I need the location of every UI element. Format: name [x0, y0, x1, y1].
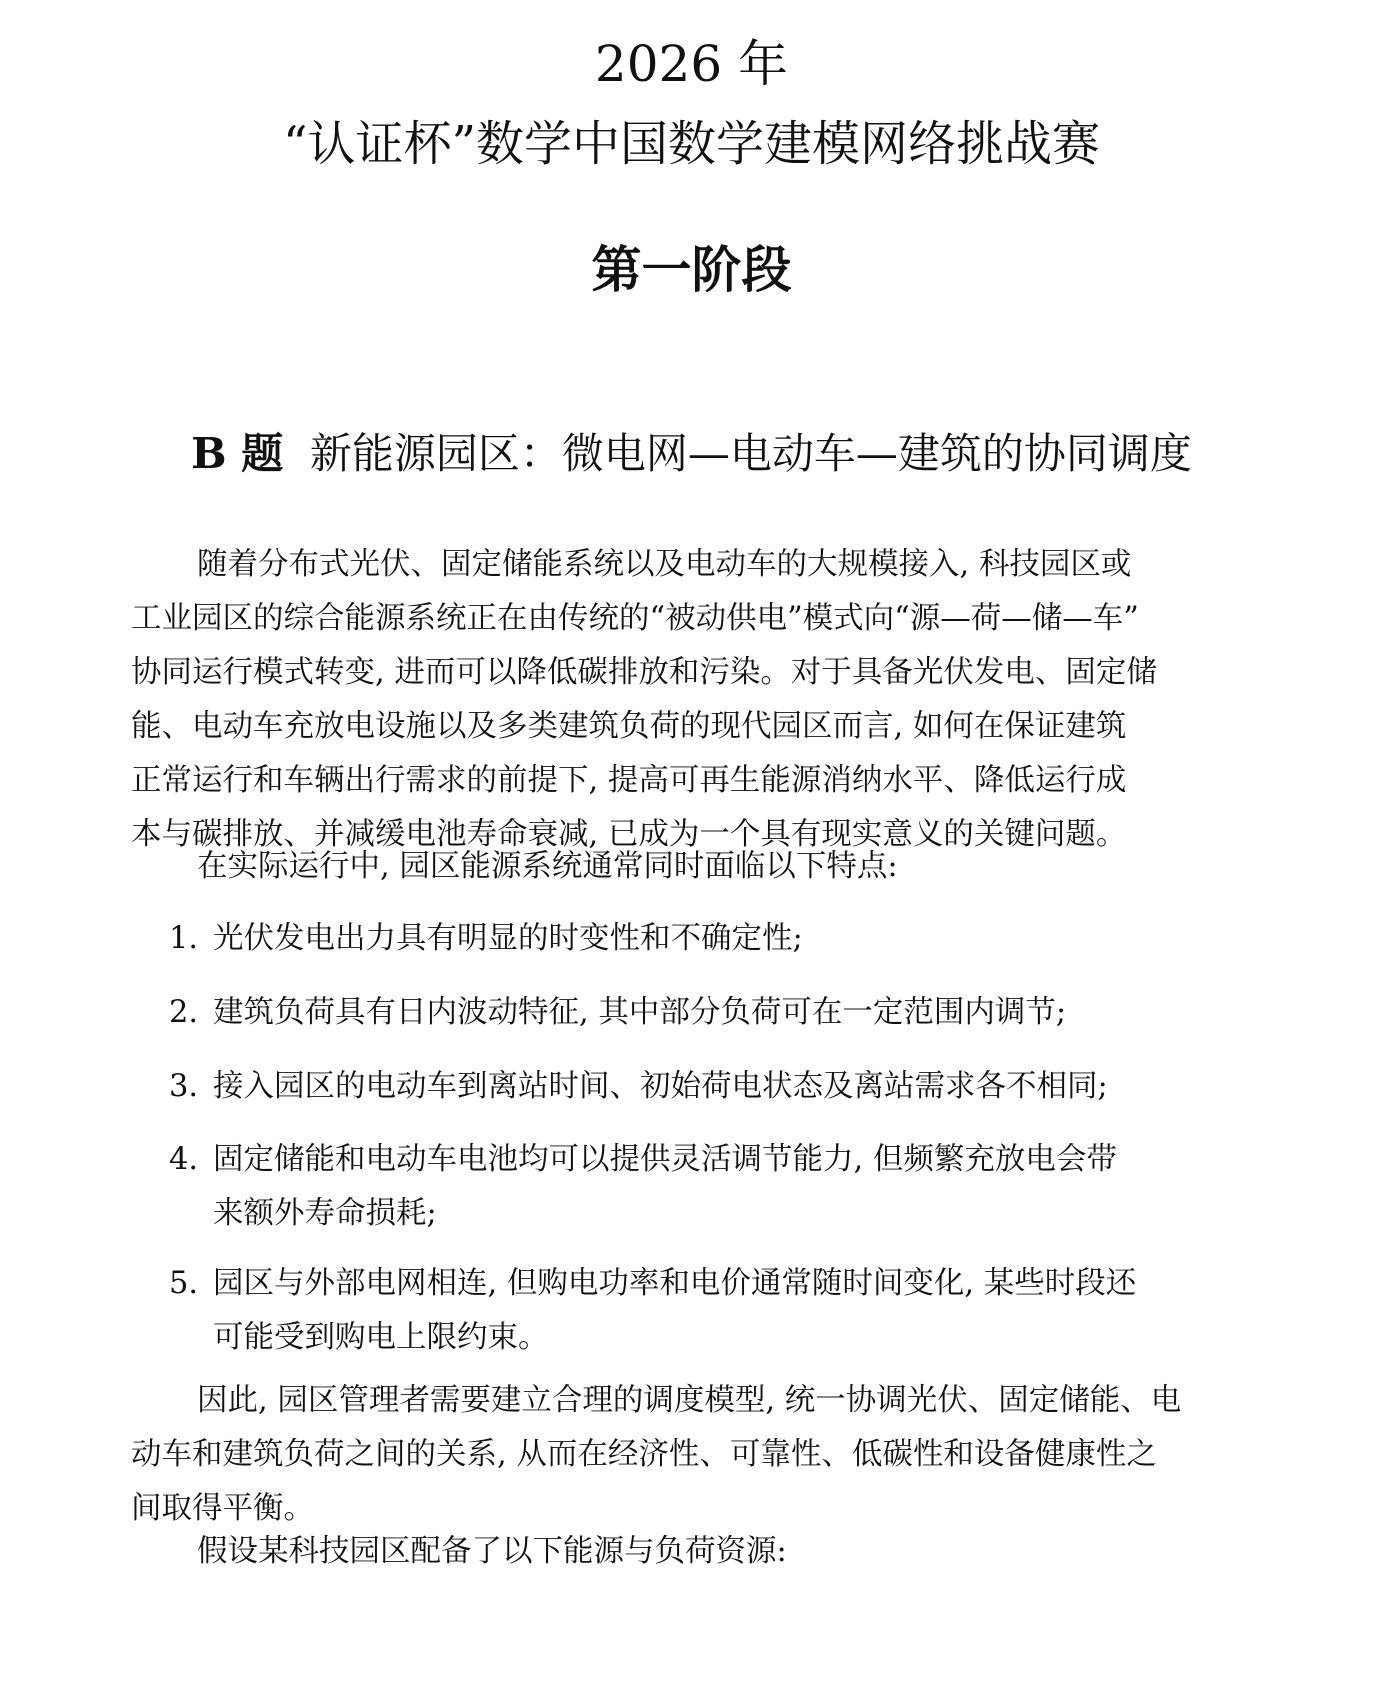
- problem-label: B 题: [191, 429, 284, 478]
- para3-line: 因此, 园区管理者需要建立合理的调度模型, 统一协调光伏、固定储能、电: [197, 1383, 1182, 1418]
- list-item-text: 园区与外部电网相连, 但购电功率和电价通常随时间变化, 某些时段还: [213, 1266, 1137, 1301]
- list-item-number: 2.: [169, 995, 199, 1030]
- para1-line: 能、电动车充放电设施以及多类建筑负荷的现代园区而言, 如何在保证建筑: [131, 709, 1127, 744]
- para3-line: 动车和建筑负荷之间的关系, 从而在经济性、可靠性、低碳性和设备健康性之: [131, 1437, 1157, 1472]
- list-item-text: 固定储能和电动车电池均可以提供灵活调节能力, 但频繁充放电会带: [213, 1142, 1117, 1177]
- list-item-text: 来额外寿命损耗;: [213, 1196, 437, 1231]
- para1-line: 工业园区的综合能源系统正在由传统的“被动供电”模式向“源—荷—储—车”: [131, 601, 1139, 636]
- para1-line: 随着分布式光伏、固定储能系统以及电动车的大规模接入, 科技园区或: [197, 547, 1132, 582]
- intro-paragraph-1: [131, 538, 1216, 862]
- list-item-text: 接入园区的电动车到离站时间、初始荷电状态及离站需求各不相同;: [213, 1069, 1108, 1104]
- problem-title: 新能源园区：微电网—电动车—建筑的协同调度: [309, 429, 1192, 478]
- para2-text: 在实际运行中, 园区能源系统通常同时面临以下特点:: [197, 849, 898, 884]
- para3-line: 间取得平衡。: [131, 1491, 314, 1526]
- list-item-number: 4.: [169, 1142, 199, 1177]
- list-item-text: 光伏发电出力具有明显的时变性和不确定性;: [213, 921, 803, 956]
- competition-year: 2026 年: [594, 35, 789, 93]
- competition-title: “认证杯”数学中国数学建模网络挑战赛: [282, 116, 1101, 172]
- resources-intro-paragraph: [131, 1525, 1216, 1579]
- list-item-number: 5.: [169, 1266, 199, 1301]
- conclusion-paragraph: [131, 1374, 1216, 1536]
- para1-line: 协同运行模式转变, 进而可以降低碳排放和污染。对于具备光伏发电、固定储: [131, 655, 1157, 690]
- list-item-text: 可能受到购电上限约束。: [213, 1320, 549, 1355]
- intro-paragraph-2: [131, 840, 1216, 894]
- list-item-text: 建筑负荷具有日内波动特征, 其中部分负荷可在一定范围内调节;: [213, 995, 1067, 1030]
- stage-title: 第一阶段: [591, 240, 792, 299]
- problem-heading: [0, 426, 1383, 482]
- list-item-number: 1.: [169, 921, 199, 956]
- list-item-number: 3.: [169, 1069, 199, 1104]
- para1-line: 本与碳排放、并减缓电池寿命衰减, 已成为一个具有现实意义的关键问题。: [131, 817, 1127, 852]
- para4-text: 假设某科技园区配备了以下能源与负荷资源:: [197, 1534, 787, 1569]
- para1-line: 正常运行和车辆出行需求的前提下, 提高可再生能源消纳水平、降低运行成: [131, 763, 1127, 798]
